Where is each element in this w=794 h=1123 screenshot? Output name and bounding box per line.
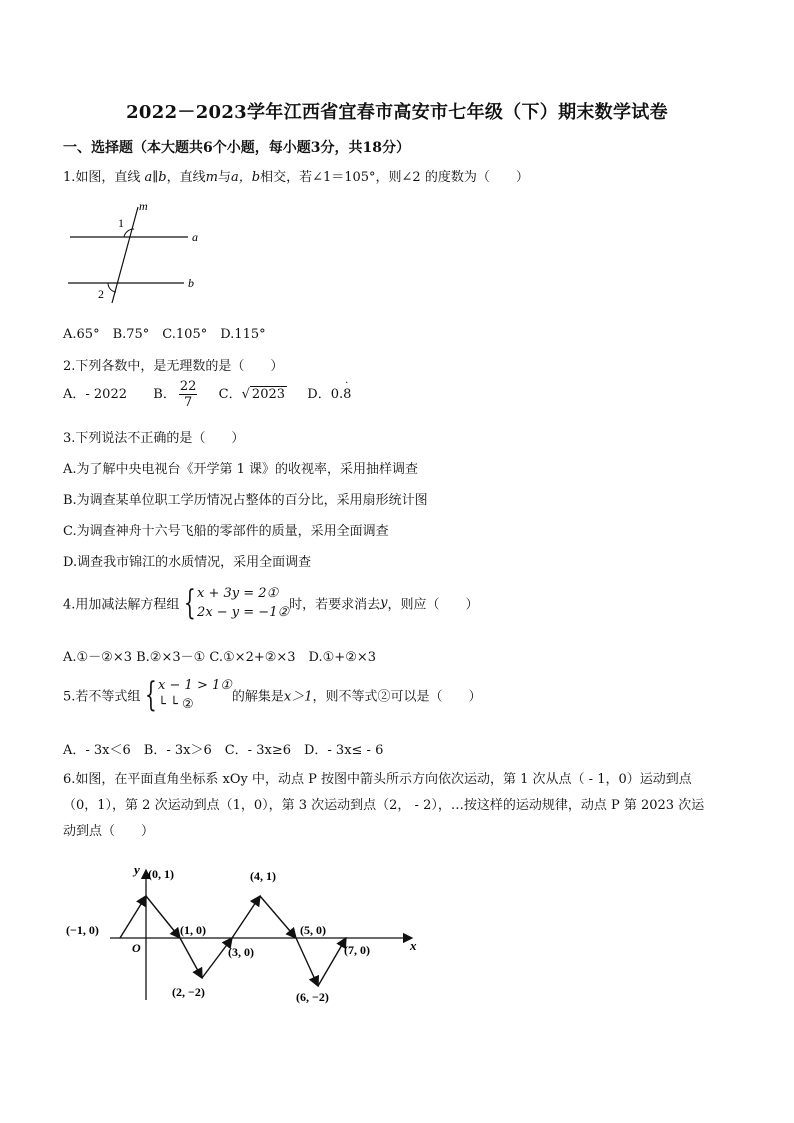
q1-line-m: m bbox=[205, 170, 218, 185]
q1-options: A.65° B.75° C.105° D.115° bbox=[63, 327, 266, 342]
q4-eq1: x + 3y = 2① bbox=[197, 586, 279, 601]
question-5-stem bbox=[63, 676, 482, 714]
move-3 bbox=[180, 938, 202, 978]
q4-eq2: 2x − y = −1② bbox=[197, 605, 290, 620]
label-b: b bbox=[188, 276, 194, 290]
q4-var: y bbox=[380, 595, 388, 611]
q3-option-b: B.为调查某单位职工学历情况占整体的百分比，采用扇形统计图 bbox=[63, 493, 428, 508]
point-label: (3, 0) bbox=[228, 945, 254, 959]
q4-pre: 4.用加减法解方程组 bbox=[63, 597, 180, 613]
q5-brace: { bbox=[145, 675, 158, 715]
move-1 bbox=[120, 896, 146, 938]
q4-brace: { bbox=[184, 583, 197, 623]
point-label: (0, 1) bbox=[148, 867, 174, 881]
q5-options: A．- 3x＜6 B．- 3x＞6 C．- 3x≥6 D．- 3x≤ - 6 bbox=[63, 743, 384, 758]
section-heading-choice: 一、选择题（本大题共6个小题，每小题3分，共18分） bbox=[63, 140, 410, 156]
q6-line-2: （0，1），第 2 次运动到点（1，0），第 3 次运动到点（2， - 2），…按这样的运动规律，动点 P 第 2023 次运 bbox=[63, 798, 705, 813]
question-2-stem: 2.下列各数中，是无理数的是（ ） bbox=[63, 359, 284, 374]
q2-option-a: A．- 2022 bbox=[63, 387, 127, 402]
question-6-stem bbox=[63, 767, 731, 845]
origin-label: O bbox=[132, 941, 141, 955]
q4-post: 时，若要求消去 bbox=[289, 597, 381, 613]
label-angle-2: 2 bbox=[98, 287, 104, 301]
move-5 bbox=[232, 896, 260, 938]
point-label: (6, −2) bbox=[296, 990, 329, 1004]
line-m bbox=[112, 207, 138, 303]
angle-1-arc bbox=[124, 229, 134, 237]
move-7 bbox=[296, 938, 318, 986]
q5-pre: 5.若不等式组 bbox=[63, 689, 141, 705]
q2-sqrt: √ 2023 bbox=[241, 387, 286, 402]
q3-option-d: D.调查我市锦江的水质情况，采用全面调查 bbox=[63, 555, 312, 570]
label-a: a bbox=[192, 230, 198, 244]
q1-figure bbox=[60, 195, 210, 305]
y-axis-label: y bbox=[134, 862, 140, 877]
x-axis-label: x bbox=[410, 938, 417, 953]
q1-lines-ab: a，b bbox=[230, 170, 261, 185]
q5-cond: x＞1 bbox=[283, 689, 313, 705]
q1-stem-part: 1.如图，直线 bbox=[63, 170, 145, 185]
move-2 bbox=[146, 896, 180, 938]
q2-options bbox=[63, 379, 351, 410]
q6-line-3: 动到点（ ） bbox=[63, 824, 155, 839]
q1-stem-part: 相交，若∠1＝105°，则∠2 的度数为（ ） bbox=[260, 170, 529, 185]
question-1-stem bbox=[63, 166, 529, 185]
q5-post: 的解集是 bbox=[231, 689, 284, 705]
q2-option-c-label: C． bbox=[218, 387, 242, 402]
q4-post2: ，则应（ ） bbox=[387, 597, 479, 613]
point-label: (5, 0) bbox=[300, 923, 326, 937]
q6-figure bbox=[60, 858, 430, 1008]
point-label: (7, 0) bbox=[344, 943, 370, 957]
q3-option-c: C.为调查神舟十六号飞船的零部件的质量，采用全面调查 bbox=[63, 524, 389, 539]
point-label: (1, 0) bbox=[180, 923, 206, 937]
q5-eq2: └ └ ② bbox=[158, 697, 194, 712]
q5-post2: ，则不等式②可以是（ ） bbox=[312, 689, 482, 705]
q2-fraction-numerator: 22 bbox=[179, 379, 197, 394]
q6-line-1: 6.如图，在平面直角坐标系 xOy 中，动点 P 按图中箭头所示方向依次运动，第 1 次从点（ - 1，0）运动到点 bbox=[63, 772, 692, 787]
label-angle-1: 1 bbox=[118, 216, 124, 230]
q1-stem-part: 与 bbox=[217, 170, 231, 185]
q4-options: A.①－②×3 B.②×3－① C.①×2+②×3 D.①+②×3 bbox=[63, 650, 377, 665]
question-3-stem: 3.下列说法不正确的是（ ） bbox=[63, 431, 245, 446]
q1-parallel: a∥b bbox=[144, 170, 167, 185]
point-label: (2, −2) bbox=[172, 985, 205, 999]
q3-option-a: A.为了解中央电视台《开学第 1 课》的收视率，采用抽样调查 bbox=[63, 462, 419, 477]
point-label: (−1, 0) bbox=[66, 923, 99, 937]
q4-system bbox=[197, 584, 289, 622]
point-label: (4, 1) bbox=[250, 869, 276, 883]
move-6 bbox=[260, 896, 296, 938]
q2-option-d-label: D．0. bbox=[307, 387, 344, 402]
q2-repeating-digit: · 8 bbox=[343, 378, 352, 402]
q1-stem-part: ，直线 bbox=[166, 170, 206, 185]
q2-option-b-label: B． bbox=[153, 387, 176, 402]
q2-radicand: 2023 bbox=[251, 387, 286, 402]
page-title: 2022－2023学年江西省宜春市高安市七年级（下）期末数学试卷 bbox=[126, 102, 668, 123]
question-4-stem bbox=[63, 584, 479, 622]
q2-fraction bbox=[179, 379, 198, 410]
q5-eq1: x − 1 > 1① bbox=[158, 678, 232, 693]
label-m: m bbox=[139, 199, 148, 213]
move-8 bbox=[318, 938, 346, 986]
q5-system bbox=[158, 676, 232, 714]
q2-fraction-denominator: 7 bbox=[183, 395, 193, 410]
